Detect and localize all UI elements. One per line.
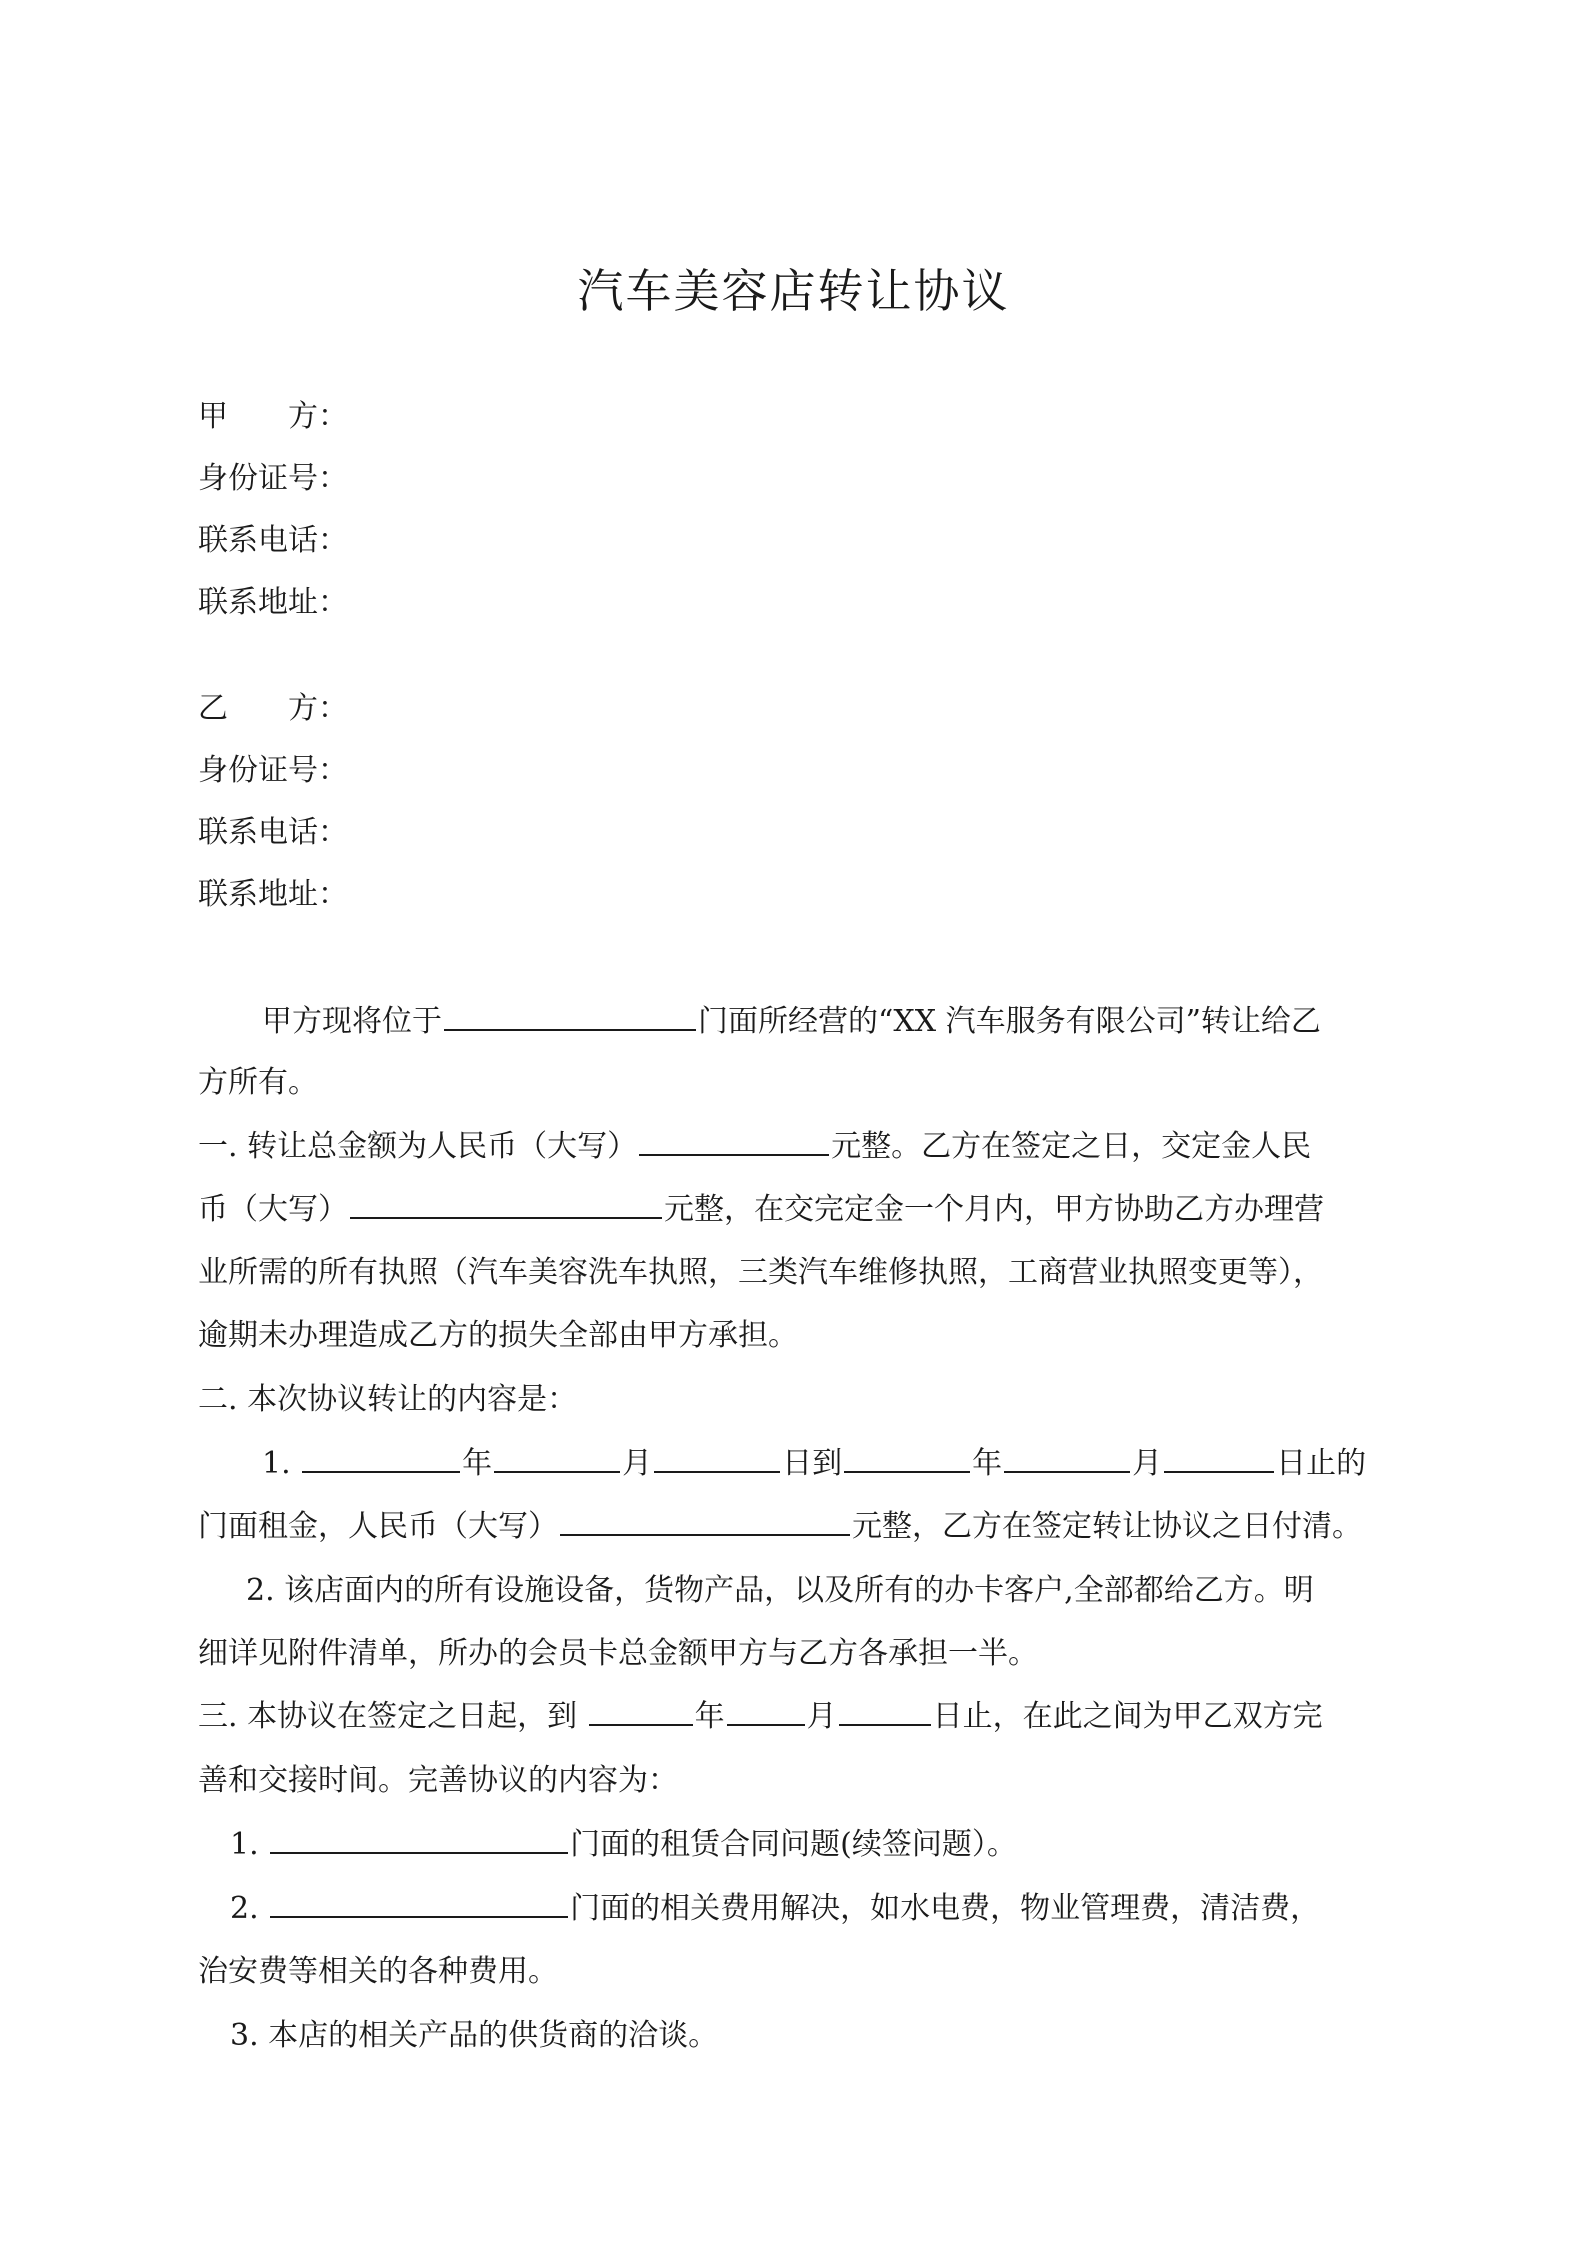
clause1-line-1 xyxy=(198,1128,1311,1166)
party-b-phone-label: 联系电话： xyxy=(198,815,348,850)
handover-month-label: 月 xyxy=(806,1699,837,1734)
clause1-line-4: 逾期未办理造成乙方的损失全部由甲方承担。 xyxy=(198,1318,798,1353)
start-day-blank xyxy=(654,1445,780,1473)
handover-year-blank xyxy=(589,1698,693,1726)
clause3-item2-cont: 治安费等相关的各种费用。 xyxy=(198,1954,558,1989)
party-a-phone-label: 联系电话： xyxy=(198,523,348,558)
lease-blank xyxy=(270,1826,568,1854)
clause3-text-a: 三. 本协议在签定之日起，到 xyxy=(198,1699,578,1734)
handover-day-blank xyxy=(839,1698,931,1726)
party-b-name-label: 乙 方： xyxy=(198,691,348,726)
handover-year-label: 年 xyxy=(694,1699,725,1734)
fees-blank xyxy=(270,1890,568,1918)
clause3-item1-text: 门面的租赁合同问题(续签问题）。 xyxy=(570,1827,1017,1862)
clause3-item3: 3. 本店的相关产品的供货商的洽谈。 xyxy=(230,2018,719,2053)
end-year-blank xyxy=(844,1445,970,1473)
location-blank xyxy=(444,1003,696,1031)
clause2-item1-num: 1. xyxy=(262,1446,291,1481)
clause3-text-b: 日止，在此之间为甲乙双方完 xyxy=(932,1699,1323,1734)
intro-text-a: 甲方现将位于 xyxy=(262,1004,442,1039)
month-label-2: 月 xyxy=(1132,1446,1163,1481)
party-b-id-label: 身份证号： xyxy=(198,753,348,788)
clause3-item1-num: 1. xyxy=(230,1827,259,1862)
clause1-text-b: 元整。乙方在签定之日，交定金人民 xyxy=(831,1129,1312,1164)
clause2-item1-line-2 xyxy=(198,1508,1362,1546)
clause3-item2 xyxy=(230,1890,1320,1928)
clause1-text-d: 元整，在交完定金一个月内，甲方协助乙方办理营 xyxy=(664,1192,1324,1227)
handover-month-blank xyxy=(727,1698,805,1726)
clause3-item2-num: 2. xyxy=(230,1891,259,1926)
year-label: 年 xyxy=(462,1446,493,1481)
clause3-line-1 xyxy=(198,1698,1323,1736)
clause3-item2-text: 门面的相关费用解决，如水电费，物业管理费，清洁费， xyxy=(570,1891,1321,1926)
day-to-label: 日到 xyxy=(782,1446,843,1481)
document-title: 汽车美容店转让协议 xyxy=(577,264,1010,318)
month-label: 月 xyxy=(622,1446,653,1481)
clause3-item1 xyxy=(230,1826,1017,1864)
end-day-blank xyxy=(1164,1445,1274,1473)
rent-text-b: 元整，乙方在签定转让协议之日付清。 xyxy=(852,1509,1362,1544)
deposit-amount-blank xyxy=(350,1191,662,1219)
intro-line-1 xyxy=(262,1003,1321,1041)
year-label-2: 年 xyxy=(972,1446,1003,1481)
clause2-item2-line-2: 细详见附件清单，所办的会员卡总金额甲方与乙方各承担一半。 xyxy=(198,1636,1038,1671)
rent-amount-blank xyxy=(560,1508,850,1536)
party-a-address-label: 联系地址： xyxy=(198,585,348,620)
end-month-blank xyxy=(1004,1445,1130,1473)
rent-text-a: 门面租金，人民币（大写） xyxy=(198,1509,558,1544)
intro-text-b: 门面所经营的“XX 汽车服务有限公司”转让给乙 xyxy=(698,1004,1321,1039)
clause3-line-2: 善和交接时间。完善协议的内容为： xyxy=(198,1763,678,1798)
clause1-text-c: 币（大写） xyxy=(198,1192,348,1227)
party-a-name-label: 甲 方： xyxy=(198,399,348,434)
start-month-blank xyxy=(494,1445,620,1473)
clause2-item1-line-1 xyxy=(262,1445,1366,1483)
total-amount-blank xyxy=(639,1128,829,1156)
clause1-line-3: 业所需的所有执照（汽车美容洗车执照，三类汽车维修执照，工商营业执照变更等）， xyxy=(198,1255,1323,1290)
clause1-line-2 xyxy=(198,1191,1324,1229)
clause1-text-a: 一. 转让总金额为人民币（大写） xyxy=(198,1129,638,1164)
start-year-blank xyxy=(302,1445,460,1473)
intro-line-2: 方所有。 xyxy=(198,1065,318,1100)
clause2-heading: 二. 本次协议转让的内容是： xyxy=(198,1382,578,1417)
clause2-item2-line-1: 2. 该店面内的所有设施设备，货物产品，以及所有的办卡客户,全部都给乙方。明 xyxy=(246,1573,1314,1608)
party-a-id-label: 身份证号： xyxy=(198,461,348,496)
day-end-label: 日止的 xyxy=(1276,1446,1367,1481)
party-b-address-label: 联系地址： xyxy=(198,877,348,912)
